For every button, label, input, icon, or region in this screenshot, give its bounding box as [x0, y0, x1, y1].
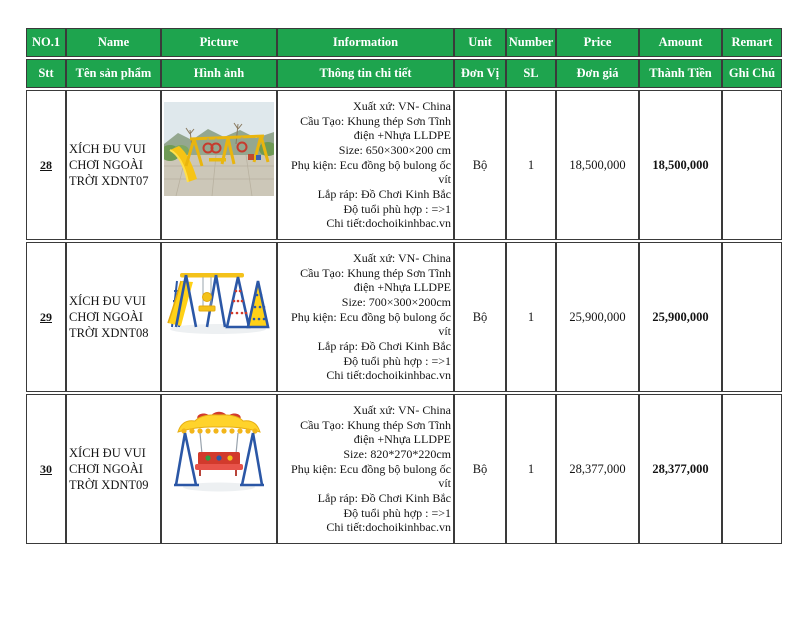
product-image-xdnt07 [164, 102, 274, 196]
col-header-sl: SL [506, 59, 556, 88]
product-name-cell: XÍCH ĐU VUI CHƠI NGOÀI TRỜI XDNT08 [66, 242, 161, 392]
col-header-amount: Amount [639, 28, 722, 57]
col-header-ten-san-pham: Tên sản phẩm [66, 59, 161, 88]
amount-cell: 25,900,000 [639, 242, 722, 392]
col-header-thanh-tien: Thành Tiền [639, 59, 722, 88]
remark-cell [722, 242, 782, 392]
col-header-no: NO.1 [26, 28, 66, 57]
table-row [26, 242, 782, 392]
info-line-size: Size: 820*270*220cm [343, 447, 451, 462]
product-name-cell: XÍCH ĐU VUI CHƠI NGOÀI TRỜI XDNT07 [66, 90, 161, 240]
quantity-cell: 1 [506, 242, 556, 392]
table-row [26, 90, 782, 240]
price-cell: 25,900,000 [556, 242, 639, 392]
info-line-assembly: Lắp ráp: Đồ Chơi Kinh Bắc [317, 490, 451, 505]
info-line-origin: Xuất xứ: VN- China [353, 251, 451, 266]
product-info-cell [277, 242, 454, 392]
product-picture-cell [161, 90, 277, 240]
info-line-accessories: Phụ kiện: Ecu đồng bộ bulong ốc vít [291, 157, 451, 187]
info-line-structure: Cầu Tạo: Khung thép Sơn Tĩnh điện +Nhựa LLDPE [300, 417, 451, 447]
quantity-cell: 1 [506, 90, 556, 240]
unit-cell: Bộ [454, 394, 506, 544]
info-line-accessories: Phụ kiện: Ecu đồng bộ bulong ốc vít [291, 461, 451, 491]
col-header-stt: Stt [26, 59, 66, 88]
product-info-cell [277, 90, 454, 240]
unit-cell: Bộ [454, 90, 506, 240]
price-cell: 28,377,000 [556, 394, 639, 544]
info-line-origin: Xuất xứ: VN- China [353, 99, 451, 114]
row-number-cell [26, 90, 66, 240]
info-line-age: Độ tuổi phù hợp : =>1 [343, 201, 451, 216]
remark-cell [722, 394, 782, 544]
table-row [26, 394, 782, 544]
quantity-cell: 1 [506, 394, 556, 544]
product-price-table [26, 26, 782, 546]
col-header-name: Name [66, 28, 161, 57]
product-name-cell: XÍCH ĐU VUI CHƠI NGOÀI TRỜI XDNT09 [66, 394, 161, 544]
info-line-size: Size: 700×300×200cm [341, 295, 451, 310]
info-line-details: Chi tiết:dochoikinhbac.vn [326, 520, 451, 535]
header-row-vietnamese [26, 59, 782, 88]
col-header-ghi-chu: Ghi Chú [722, 59, 782, 88]
unit-cell: Bộ [454, 242, 506, 392]
price-cell: 18,500,000 [556, 90, 639, 240]
col-header-number: Number [506, 28, 556, 57]
info-line-size: Size: 650×300×200 cm [338, 143, 451, 158]
product-image-xdnt09 [170, 410, 268, 496]
info-line-structure: Cầu Tạo: Khung thép Sơn Tĩnh điện +Nhựa LLDPE [300, 265, 451, 295]
product-image-xdnt08 [166, 261, 272, 341]
product-picture-cell [161, 242, 277, 392]
row-number-cell [26, 242, 66, 392]
info-line-accessories: Phụ kiện: Ecu đồng bộ bulong ốc vít [291, 309, 451, 339]
amount-cell: 28,377,000 [639, 394, 722, 544]
col-header-don-vi: Đơn Vị [454, 59, 506, 88]
header-row-english [26, 28, 782, 57]
info-line-structure: Cầu Tạo: Khung thép Sơn Tĩnh điện +Nhựa LLDPE [300, 113, 451, 143]
product-picture-cell [161, 394, 277, 544]
row-number: 28 [40, 157, 52, 172]
col-header-thong-tin: Thông tin chi tiết [277, 59, 454, 88]
info-line-details: Chi tiết:dochoikinhbac.vn [326, 368, 451, 383]
info-line-assembly: Lắp ráp: Đồ Chơi Kinh Bắc [317, 186, 451, 201]
row-number: 29 [40, 309, 52, 324]
info-line-age: Độ tuổi phù hợp : =>1 [343, 505, 451, 520]
info-line-origin: Xuất xứ: VN- China [353, 403, 451, 418]
row-number-cell [26, 394, 66, 544]
info-line-assembly: Lắp ráp: Đồ Chơi Kinh Bắc [317, 338, 451, 353]
remark-cell [722, 90, 782, 240]
amount-cell: 18,500,000 [639, 90, 722, 240]
col-header-information: Information [277, 28, 454, 57]
col-header-don-gia: Đơn giá [556, 59, 639, 88]
col-header-price: Price [556, 28, 639, 57]
info-line-details: Chi tiết:dochoikinhbac.vn [326, 216, 451, 231]
table-header [26, 28, 782, 88]
col-header-remark: Remart [722, 28, 782, 57]
info-line-age: Độ tuổi phù hợp : =>1 [343, 353, 451, 368]
col-header-hinh-anh: Hình ảnh [161, 59, 277, 88]
col-header-picture: Picture [161, 28, 277, 57]
row-number: 30 [40, 461, 52, 476]
product-info-cell [277, 394, 454, 544]
col-header-unit: Unit [454, 28, 506, 57]
